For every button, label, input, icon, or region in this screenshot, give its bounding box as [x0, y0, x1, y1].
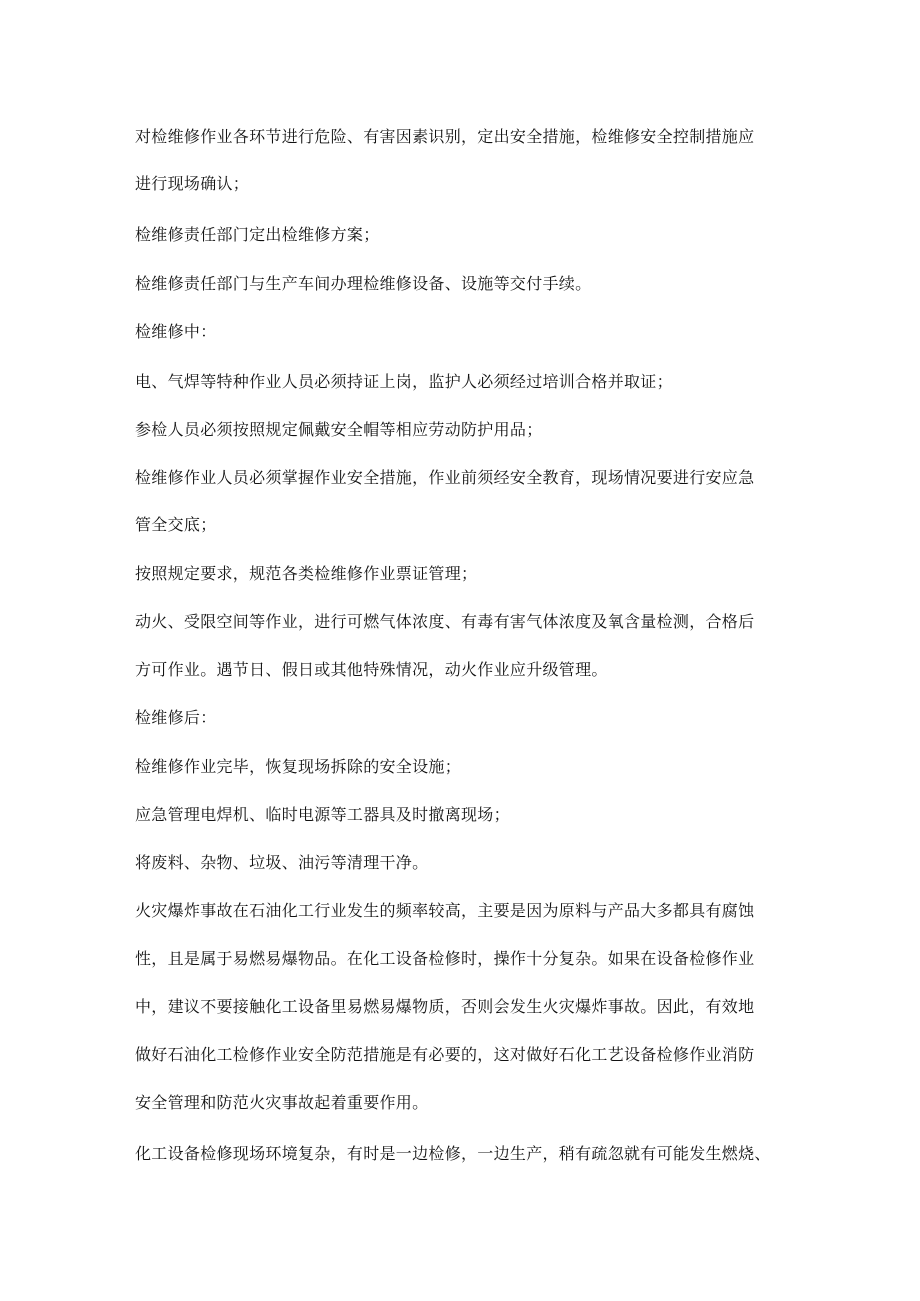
text-line: 将废料、杂物、垃圾、油污等清理干净。	[135, 853, 429, 872]
text-line: 按照规定要求，规范各类检维修作业票证管理；	[135, 564, 478, 583]
text-line: 应急管理电焊机、临时电源等工器具及时撤离现场；	[135, 805, 510, 824]
text-line: 方可作业。遇节日、假日或其他特殊情况，动火作业应升级管理。	[135, 660, 608, 679]
text-line: 参检人员必须按照规定佩戴安全帽等相应劳动防护用品；	[135, 420, 543, 439]
text-line: 检维修责任部门定出检维修方案；	[135, 225, 380, 244]
text-line: 进行现场确认；	[135, 174, 250, 193]
text-line: 动火、受限空间等作业，进行可燃气体浓度、有毒有害气体浓度及氧含量检测，合格后	[135, 612, 755, 631]
text-line: 中，建议不要接触化工设备里易燃易爆物质，否则会发生火灾爆炸事故。因此，有效地	[135, 997, 755, 1016]
text-line: 做好石油化工检修作业安全防范措施是有必要的，这对做好石化工艺设备检修作业消防	[135, 1045, 755, 1064]
text-line: 检维修责任部门与生产车间办理检维修设备、设施等交付手续。	[135, 274, 592, 293]
text-line: 安全管理和防范火灾事故起着重要作用。	[135, 1093, 429, 1112]
text-line: 电、气焊等特种作业人员必须持证上岗，监护人必须经过培训合格并取证；	[135, 372, 673, 391]
section-heading: 检维修后：	[135, 708, 217, 727]
section-heading: 检维修中：	[135, 322, 217, 341]
text-line: 检维修作业人员必须掌握作业安全措施，作业前须经安全教育，现场情况要进行安应急	[135, 468, 755, 487]
text-line: 管全交底；	[135, 515, 217, 534]
text-line: 对检维修作业各环节进行危险、有害因素识别，定出安全措施，检维修安全控制措施应	[135, 127, 755, 146]
text-line: 火灾爆炸事故在石油化工行业发生的频率较高，主要是因为原料与产品大多都具有腐蚀	[135, 901, 755, 920]
text-line: 检维修作业完毕，恢复现场拆除的安全设施；	[135, 757, 462, 776]
text-line: 性，且是属于易燃易爆物品。在化工设备检修时，操作十分复杂。如果在设备检修作业	[135, 949, 755, 968]
text-line: 化工设备检修现场环境复杂，有时是一边检修，一边生产，稍有疏忽就有可能发生燃烧、	[135, 1144, 771, 1163]
